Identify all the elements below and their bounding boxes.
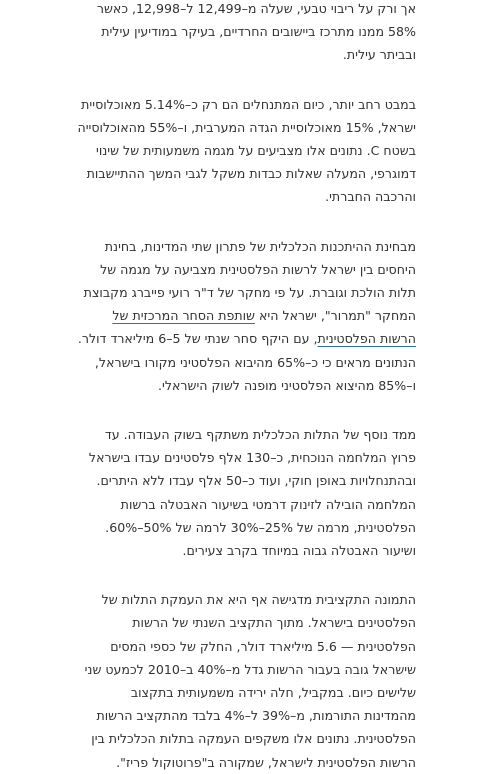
paragraph-labor-market: ממד נוסף של התלות הכלכלית משתקף בשוק העבודה. עד פרוץ המלחמה הנוכחית, כ–130 אלף פלסטינים עבדו בישראל ובהתנחלויות באופן חוקי, ועוד כ–50 אלף עבדו ללא היתרים. המלחמה הובילה לזינוק דרמטי בשיעור האבטלה ברשות הפלסטינית, מרמה של 25%–30% לרמה של 50%–60%. ושיעור האבטלה גבוה במיוחד בקרב צעירים. xyxy=(88,427,416,559)
paragraph-trade-text-end: , עם היקף סחר שנתי של 5–6 מיליארד דולר. הנתונים מראים כי כ–65% מהיבוא הפלסטיני מקורו בישראל, ו–85% מהיצוא הפלסטיני מופנה לשוק הישראלי. xyxy=(77,331,416,393)
article-body xyxy=(76,0,416,774)
paragraph-population-share: במבט רחב יותר, כיום המתנחלים הם רק כ–5.14% מאוכלוסיית ישראל, 15% מאוכלוסיית הגדה המערבית, ו–55% מהאוכלוסייה בשטח C. נתונים אלו מצביעים על מגמה משמעותית של שינוי דמוגרפי, המעלה שאלות כבדות משקל לגבי המשך ההתיישבות והרכבה החברתי. xyxy=(77,96,416,205)
paragraph-trade-text-start: מבחינת ההיתכנות הכלכלית של פתרון שתי המדינות, בחינת היחסים בין ישראל לרשות הפלסטינית מצביעה על מגמה של תלות הולכת וגוברת. על פי מחקר של ד"ר רועי פייברג מקבוצת המחקר "תמרור", ישראל היא xyxy=(83,238,416,324)
paragraph-trade-dependency xyxy=(76,235,416,397)
paragraph-natural-growth: אך ורק על ריבוי טבעי, שעלה מ–12,499 ל–12,998, כאשר 58% ממנו מתרכז ביישובים החרדיים, בעיקר במודיעין עילית ובביתר עילית. xyxy=(96,1,416,63)
paragraph-budget-dependency: התמונה התקציבית מדגישה אף היא את העמקת התלות של הפלסטינים בישראל. מתוך התקציב השנתי של הרשות הפלסטינית — 5.6 מיליארד דולר, החלק של כספי המסים שישראל גובה בעבור הרשות גדל מ–40% ב–2010 לכמעט שני שלישים כיום. במקביל, חלה ירידה משמעותית בתקצוב מהמדינות התורמות, מ–39% ל–4% בלבד מהתקציב הרשות הפלסטינית. נתונים אלו משקפים העמקה בתלות הכלכלית בין הרשות הפלסטינית לישראל, שמקורה ב"פרוטוקול פריז". xyxy=(84,592,416,770)
trade-partner-link[interactable]: שותפת הסחר המרכזית של הרשות הפלסטינית xyxy=(112,308,416,347)
